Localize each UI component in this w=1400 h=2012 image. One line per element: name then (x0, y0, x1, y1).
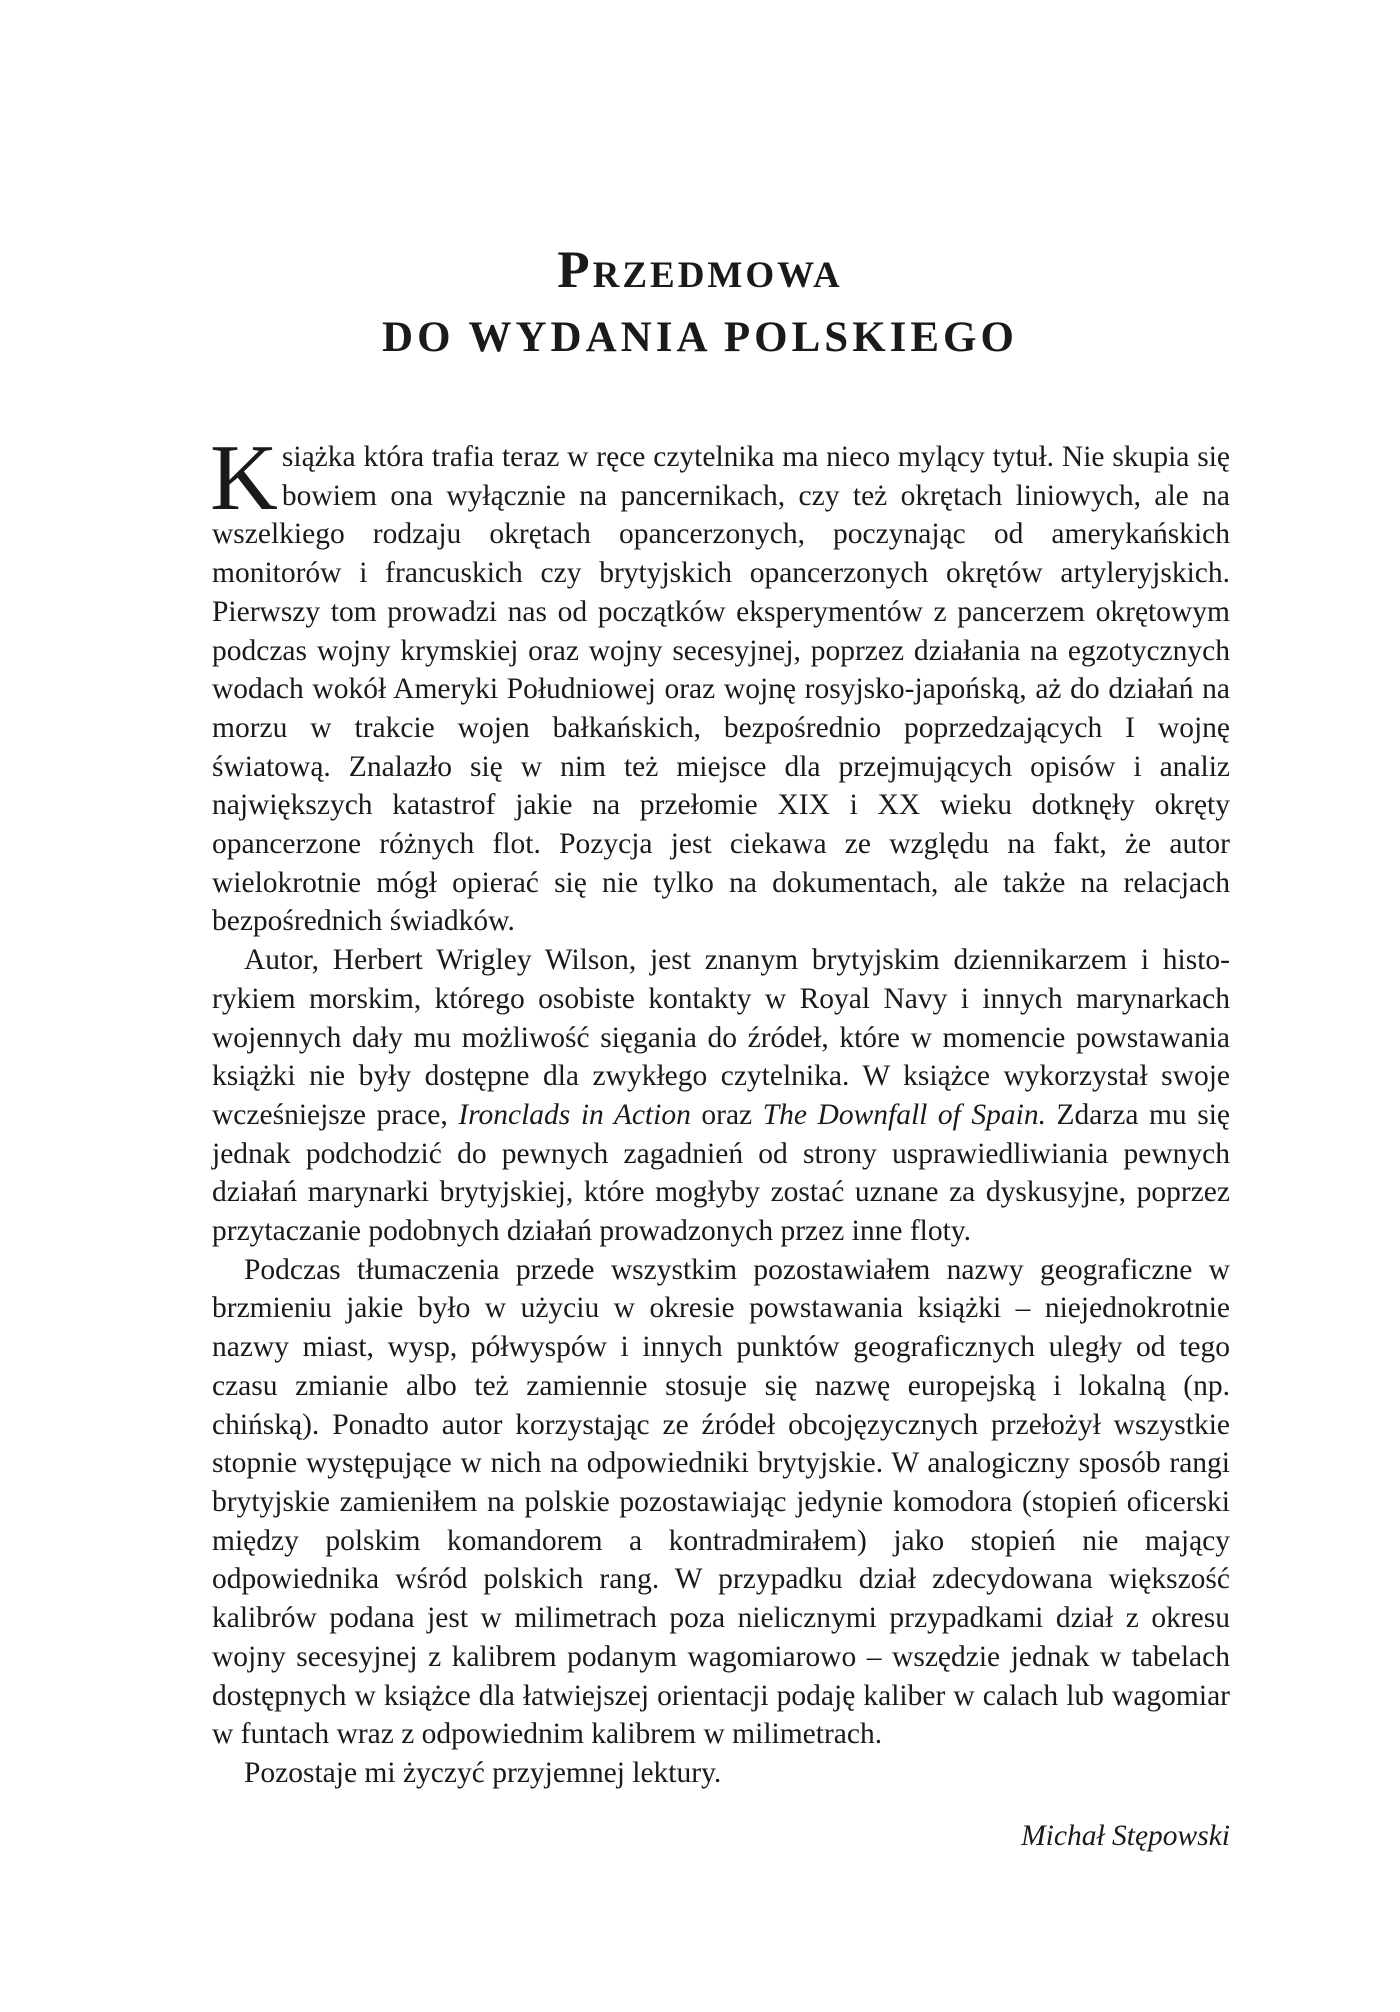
book-title-ironclads: Ironclads in Action (458, 1098, 691, 1131)
paragraph-1-text: siążka która trafia teraz w ręce czytelnika ma nieco mylący tytuł. Nie skupia się bowiem ona wyłącznie na pancernikach, czy też okrętach liniowych, ale na wszelkiego rodzaju okrętach opancerzonych, poczynając od amerykańskich monitorów i francuskich czy brytyjskich opancerzonych okrętów artyleryjskich. Pierwszy tom prowadzi nas od początków eksperymentów z pancerzem okrętowym podczas wojny krymskiej oraz wojny secesyjnej, poprzez działania na egzotycznych wodach wokół Ameryki Południowej oraz wojnę rosyjsko-japońską, aż do działań na morzu w trakcie wojen bałkańskich, bezpośrednio poprzedzających I wojnę światową. Znalazło się w nim też miejsce dla przejmujących opisów i analiz największych katastrof jakie na przełomie XIX i XX wieku dotknęły okręty opancerzone różnych flot. Pozycja jest ciekawa ze względu na fakt, że autor wielokrotnie mógł opierać się nie tylko na dokumentach, ale także na relacjach bezpośrednich świadków. (212, 441, 1230, 938)
paragraph-1 (210, 426, 1230, 941)
paragraph-2-text-c: Zdarza mu się jednak podchodzić do pewnych zagadnień od strony usprawiedliwiania pewnych działań marynarki brytyjskiej, które mogłyby zostać uznane za dyskusyjne, poprzez przytaczanie podobnych działań prowadzonych przez inne floty. (212, 1098, 1230, 1248)
drop-cap: K (210, 426, 278, 530)
paragraph-2 (212, 941, 1230, 1251)
paragraph-3: Podczas tłumaczenia przede wszystkim pozostawiałem nazwy geograficzne w brzmieniu jakie było w użyciu w okresie powstawania książki – niejednokrotnie nazwy miast, wysp, półwyspów i innych punktów geograficznych uległy od tego czasu zmianie albo też zamiennie stosuje się nazwę europejską i lokalną (np. chińską). Ponadto autor korzystając ze źródeł obcojęzycznych przełożył wszystkie stopnie występujące w nich na odpowiedniki brytyjskie. W analogiczny sposób rangi brytyjskie zamieniłem na polskie pozostawiając jedynie komodora (stopień oficerski między polskim komandorem a kontradmirałem) jako stopień nie mający odpowiednika wśród polskich rang. W przypadku dział zdecydowana większość kalibrów podana jest w milimetrach poza nielicznymi przypadkami dział z okresu wojny secesyjnej z kalibrem podanym wagomiarowo – wszędzie jednak w tabelach dostępnych w książce dla łatwiejszej orientacji podaję kaliber w calach lub wagomiar w funtach wraz z odpowiednim kalibrem w milimetrach. (212, 1253, 1230, 1751)
paragraph-2-text-a: Autor, Herbert Wrigley Wilson, jest znanym brytyjskim dziennikarzem i historykiem morskim, którego osobiste kontakty w Royal Navy i innych marynarkach wojennych dały mu możliwość sięgania do źródeł, które w momencie powstawania książki nie były dostępne dla zwykłego czytelnika. W książce wykorzystał swoje wcześniejsze prace, (212, 944, 1230, 1131)
chapter-heading (200, 238, 1200, 370)
book-title-downfall: The Downfall of Spain. (762, 1098, 1046, 1131)
author-signature: Michał Stępowski (1021, 1820, 1230, 1852)
paragraph-4: Pozostaje mi życzyć przyjemnej lektury. (244, 1756, 722, 1789)
page-title: Przedmowa (557, 241, 843, 299)
paragraph-2-text-b: oraz (690, 1098, 763, 1131)
preface-body (210, 426, 1230, 1793)
page-subtitle: DO WYDANIA POLSKIEGO (382, 314, 1018, 361)
